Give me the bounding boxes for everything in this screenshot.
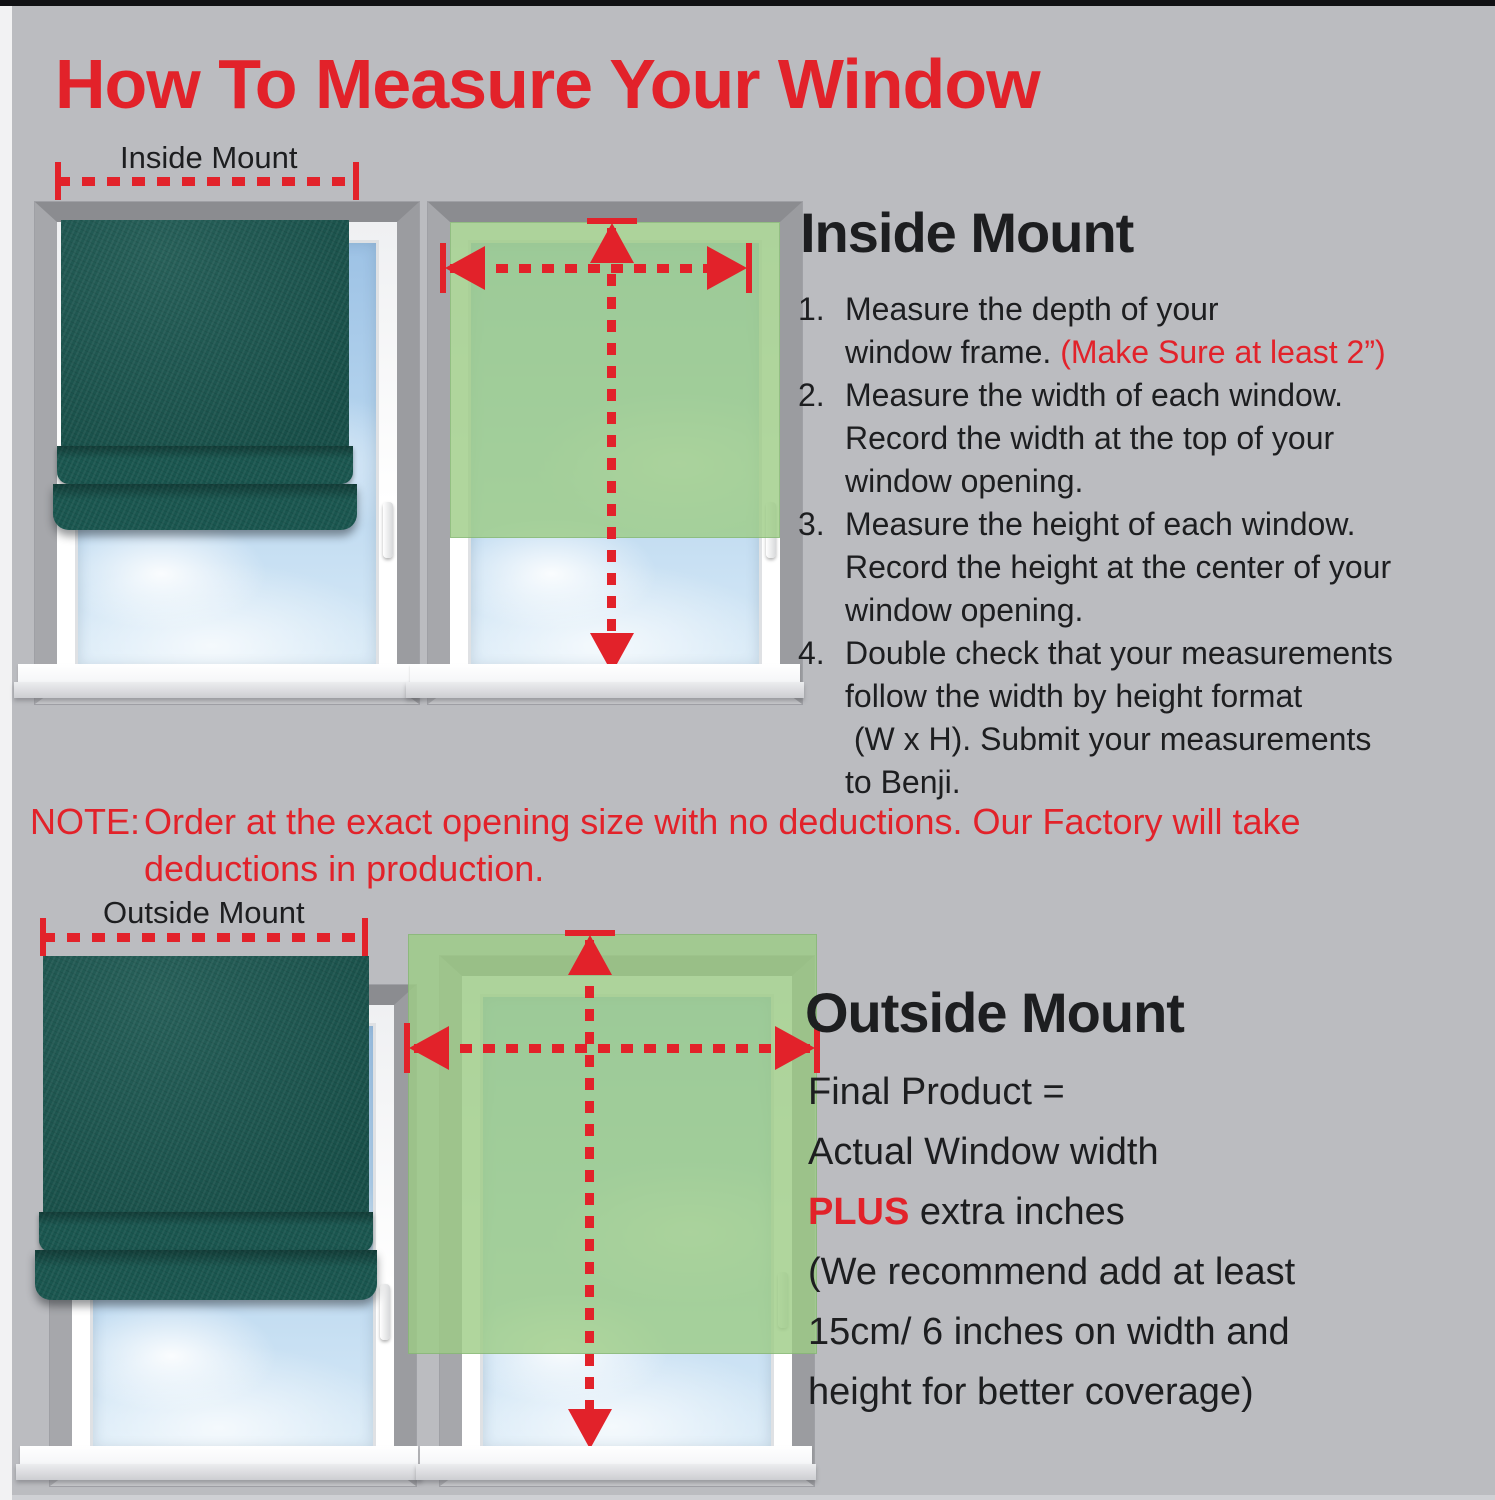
outside-mount-heading: Outside Mount [805, 981, 1184, 1044]
measure-dash [607, 228, 616, 668]
arrowhead-down-icon [568, 1409, 612, 1449]
list-item [798, 632, 1393, 804]
bottom-edge-strip [12, 1495, 1495, 1500]
top-edge-strip [0, 0, 1495, 6]
page-title: How To Measure Your Window [55, 45, 1040, 123]
outside-mount-description: Final Product = Actual Window width PLUS extra inches (We recommend add at least 15cm/ 6 inches on width and height for better coverage) [808, 1071, 1296, 1413]
window-handle [383, 502, 393, 558]
list-item [798, 288, 1393, 374]
arrowhead-left-icon [445, 246, 485, 290]
arrowhead-up-icon [590, 223, 634, 263]
inside-mount-diagram-label: Inside Mount [120, 140, 298, 175]
window-sill [18, 664, 416, 684]
step-number: 4. [798, 635, 825, 671]
outside-mount-shade-window [20, 956, 420, 1486]
step-text: Double check that your measurements follow the width by height format (W x H). Submit your measurements to Benji. [845, 635, 1393, 800]
note-banner [30, 798, 1480, 892]
shade-body [43, 956, 369, 1216]
step-number: 1. [798, 291, 825, 327]
window-sill [410, 664, 800, 684]
note-text: Order at the exact opening size with no deductions. Our Factory will take deductions in production. [144, 801, 1301, 889]
window-handle [380, 1284, 390, 1340]
roman-shade [53, 220, 357, 532]
height-arrow [564, 930, 616, 1454]
inside-mount-shade-window [35, 202, 435, 702]
height-arrow [586, 218, 638, 678]
step-text: Measure the width of each window. Record the width at the top of your window opening. [845, 377, 1344, 499]
inside-mount-width-ruler [57, 177, 357, 186]
arrowhead-up-icon [568, 935, 612, 975]
inside-mount-steps [798, 288, 1393, 804]
step-text: Measure the height of each window. Record the height at the center of your window opening. [845, 506, 1392, 628]
shade-fold [39, 1212, 373, 1252]
shade-body [61, 220, 349, 450]
outside-mount-measure-window [404, 930, 824, 1486]
note-label: NOTE: [30, 801, 141, 842]
shade-fold [53, 484, 357, 530]
list-item [798, 374, 1393, 503]
arrowhead-right-icon [707, 246, 747, 290]
shade-fold [57, 446, 353, 484]
left-edge-strip [0, 6, 12, 1500]
plus-highlight: PLUS [808, 1191, 910, 1233]
shade-fold [35, 1250, 377, 1300]
red-note-text: (Make Sure at least 2”) [1060, 334, 1386, 370]
outside-mount-width-ruler [42, 933, 366, 942]
arrowhead-left-icon [409, 1026, 449, 1070]
roman-shade [35, 956, 377, 1300]
step-text: Measure the depth of your window frame. (Make Sure at least 2”) [845, 291, 1386, 370]
outside-mount-diagram-label: Outside Mount [103, 895, 305, 930]
measure-dash [585, 940, 594, 1444]
step-number: 2. [798, 377, 825, 413]
inside-mount-heading: Inside Mount [800, 201, 1134, 264]
step-number: 3. [798, 506, 825, 542]
inside-mount-measure-window [428, 202, 808, 702]
window-sill [420, 1446, 812, 1466]
list-item [798, 503, 1393, 632]
window-sill [20, 1446, 418, 1466]
